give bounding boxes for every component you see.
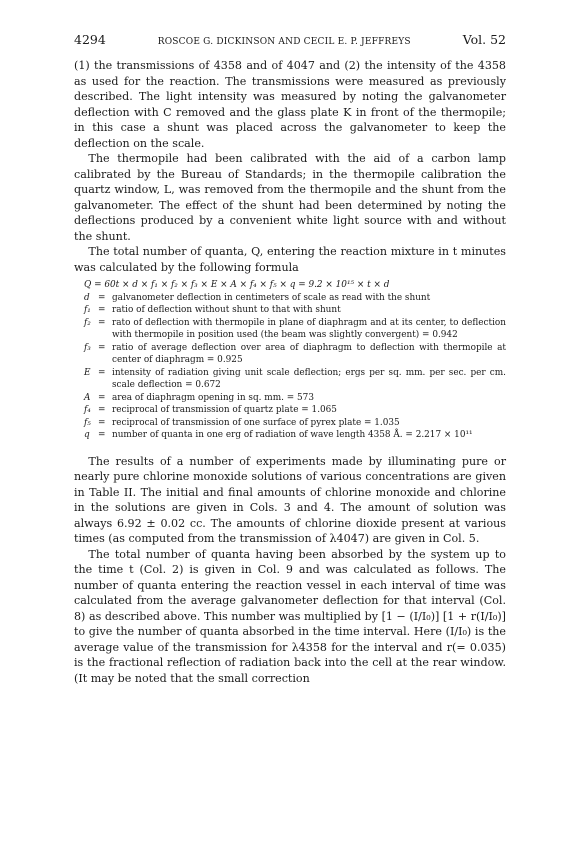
definition-f5 (84, 417, 506, 430)
definition-symbol: f₅ (84, 417, 91, 428)
definition-symbol: A (84, 392, 91, 403)
definition-text: reciprocal of transmission of one surface of pyrex plate = 1.035 (112, 417, 400, 428)
equals-sign: = (98, 405, 106, 415)
definition-symbol: q (84, 430, 90, 440)
definition-a (84, 392, 506, 405)
equals-sign: = (98, 317, 106, 328)
definition-text: intensity of radiation giving unit scale deflection; ergs per sq. mm. per sec. per cm. scale deflection = 0.672 (112, 367, 506, 390)
page (74, 14, 506, 686)
running-authors: ROSCOE G. DICKINSON AND CECIL E. P. JEFFREYS (157, 37, 411, 47)
formula-block (84, 279, 506, 442)
definition-text: galvanometer deflection in centimeters of scale as read with the shunt (112, 292, 431, 303)
definition-text: ratio of deflection without shunt to that with shunt (112, 305, 341, 315)
definition-f3 (84, 342, 506, 367)
definition-text: area of diaphragm opening in sq. mm. = 573 (112, 392, 314, 403)
equals-sign: = (98, 292, 106, 303)
equals-sign: = (98, 430, 106, 440)
paragraph-5: The total number of quanta having been absorbed by the system up to the time t (Col. 2) is given in Col. 9 and was calculated as follows. The number of quanta entering the reaction vessel in each interval of time was calculated from the average galvanometer deflection for that interval (Col. 8) as described above. This number was multiplied by [1 − (I/I₀)] [1 + r(I/I₀)] to give the number of quanta absorbed in the time interval. Here (I/I₀) is the average value of the transmission for λ4358 for the interval and r(= 0.035) is the fractional reflection of radiation back into the cell at the rear window. (It may be noted that the small correction (74, 547, 506, 685)
definition-text: rato of deflection with thermopile in plane of diaphragm and at its center, to deflection with thermopile in position used (the beam was slightly convergent) = 0.942 (112, 317, 506, 340)
paragraph-1: (1) the transmissions of 4358 and of 4047 and (2) the intensity of the 4358 as used for the reaction. The transmissions were measured as previously described. The light intensity was measured by noting the galvanometer deflection with C removed and the glass plate K in front of the thermopile; in this case a shunt was placed across the galvanometer to keep the deflection on the scale. (74, 59, 506, 150)
paragraph-3: The total number of quanta, Q, entering the reaction mixture in t minutes was calculated by the following formula (74, 245, 506, 274)
definition-d (84, 292, 506, 305)
definition-symbol: f₃ (84, 342, 91, 353)
equals-sign: = (98, 305, 106, 315)
page-number: 4294 (74, 32, 106, 47)
paragraph-2: The thermopile had been calibrated with the aid of a carbon lamp calibrated by the Bureau of Standards; in the thermopile calibration the quartz window, L, was removed from the thermopile and the shunt from the galvanometer. The effect of the shunt had been determined by noting the deflections produced by a convenient white light source with and without the shunt. (74, 152, 506, 243)
definition-text: reciprocal of transmission of quartz plate = 1.065 (112, 405, 337, 415)
definition-symbol: f₂ (84, 317, 91, 328)
definition-f2 (84, 317, 506, 342)
definition-symbol: d (84, 292, 90, 303)
definition-e (84, 367, 506, 392)
running-header (74, 32, 506, 54)
definition-symbol: f₄ (84, 405, 91, 415)
paragraph-4: The results of a number of experiments made by illuminating pure or nearly pure chlorine monoxide solutions of various concentrations are given in Table II. The initial and final amounts of chlorine monoxide and chlorine in the solutions are given in Cols. 3 and 4. The amount of solution was always 6.92 ± 0.02 cc. The amounts of chlorine dioxide present at various times (as computed from the transmission of λ4047) are given in Col. 5. (74, 454, 506, 545)
formula-equation: Q = 60t × d × f₁ × f₂ × f₃ × E × A × f₄ × f₅ × q = 9.2 × 10¹⁵ × t × d (84, 280, 390, 290)
volume-label: Vol. 52 (462, 32, 506, 47)
equals-sign: = (98, 367, 106, 378)
definition-q (84, 429, 506, 442)
definition-symbol: E (84, 367, 91, 378)
definition-text: ratio of average deflection over area of diaphragm to deflection with thermopile at center of diaphragm = 0.925 (112, 342, 506, 365)
definition-f1 (84, 304, 506, 317)
definition-symbol: f₁ (84, 305, 91, 315)
equals-sign: = (98, 392, 106, 403)
definition-f4 (84, 404, 506, 417)
equals-sign: = (98, 342, 106, 353)
equals-sign: = (98, 417, 106, 428)
definition-text: number of quanta in one erg of radiation of wave length 4358 Å. = 2.217 × 10¹¹ (112, 430, 473, 440)
